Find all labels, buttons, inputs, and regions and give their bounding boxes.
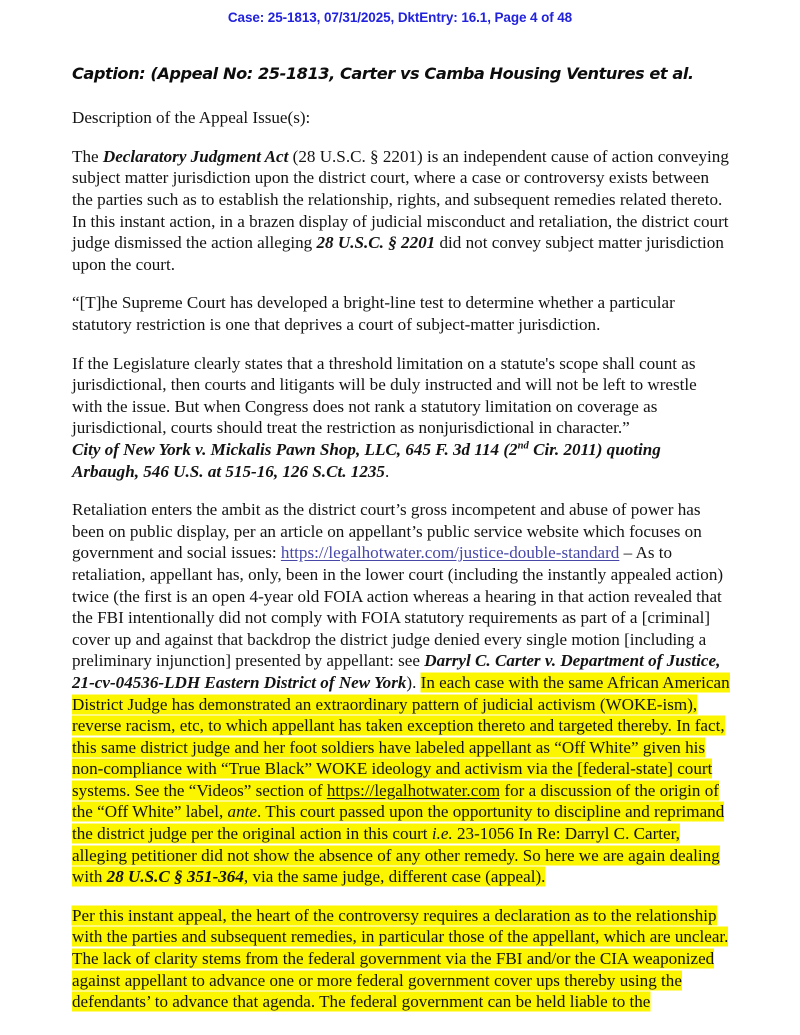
p1-segment-3: did not convey subject matter jurisdiction upon the court. bbox=[72, 233, 724, 274]
p5-highlighted-text: Per this instant appeal, the heart of the controversy requires a declaration as to the relationship with the parties and subsequent remedies, in particular those of the appellant, which are unclear. The lack of clarity stems from the federal government via the FBI and/or the CIA weaponized against appellant to advance one or more federal government cover ups thereby using the defendants’ to advance that agenda. The federal government can be held liable to the bbox=[72, 905, 729, 1012]
link-legalhotwater-home[interactable]: https://legalhotwater.com bbox=[326, 780, 501, 800]
caption-heading: Caption: (Appeal No: 25-1813, Carter vs Camba Housing Ventures et al. bbox=[72, 64, 694, 83]
p3-citation-pre: City of New York v. Mickalis Pawn Shop, LLC, 645 F. 3d 114 (2 bbox=[72, 439, 518, 459]
paragraph-instant-appeal bbox=[72, 905, 730, 1013]
p2-text: “[T]he Supreme Court has developed a bright-line test to determine whether a particular statutory restriction is one that deprives a court of subject-matter jurisdiction. bbox=[72, 293, 675, 334]
p3-citation-ordinal-superscript: nd bbox=[517, 440, 529, 452]
p3-citation-period: . bbox=[384, 461, 390, 481]
link-justice-double-standard[interactable]: https://legalhotwater.com/justice-double-standard bbox=[280, 543, 620, 563]
p3-body-text: If the Legislature clearly states that a threshold limitation on a statute's scope shall count as jurisdictional, then courts and litigants will be duly instructed and will not be left to wrestle with the issue. But when Congress does not rank a statutory limitation on coverage as jurisdictional, courts should treat the restriction as nonjurisdictional in character.” bbox=[72, 353, 697, 438]
document-body bbox=[72, 64, 730, 1013]
section-label-text: Description of the Appeal Issue(s): bbox=[72, 108, 311, 128]
p4-highlight-statute-citation: 28 U.S.C § 351-364 bbox=[106, 867, 244, 887]
p4-segment-3: ). bbox=[406, 672, 421, 692]
p4-segment-2: – As to retaliation, appellant has, only, been in the lower court (including the instantly appealed action) twice (the first is an open 4-year old FOIA action whereas a hearing in that action revealed that the FBI intentionally did not comply with FOIA statutory requirements as part of a [criminal] cover up and against that backdrop the district judge denied every single motion [including a preliminary injunction] presented by appellant: see bbox=[72, 543, 724, 671]
p1-act-name: Declaratory Judgment Act bbox=[102, 146, 289, 166]
paragraph-declaratory-judgment-act bbox=[72, 146, 730, 276]
p4-highlight-segment-1: In each case with the same African American District Judge has demonstrated an extraordinary pattern of judicial activism (WOKE-ism), reverse racism, etc, to which appellant has taken exception thereto and targeted thereby. In fact, this same district judge and her foot soldiers have labeled appellant as “Off White” given his non-compliance with “True Black” WOKE ideology and activism via the [federal-state] court systems. See the “Videos” section of bbox=[72, 672, 730, 800]
p4-highlight-ante: ante bbox=[227, 802, 257, 822]
p3-case-citation bbox=[72, 440, 661, 481]
p3-citation-mid: Cir. 2011) quoting Arbaugh, 546 U.S. at 515-16, 126 S.Ct. 1235 bbox=[72, 439, 661, 481]
p4-segment-1: Retaliation enters the ambit as the district court’s gross incompetent and abuse of power has been on public display, per an article on appellant’s public service website which focuses on government and social issues: bbox=[72, 500, 702, 563]
p4-highlight-segment-3: . This court passed upon the opportunity to discipline and reprimand the district judge per the original action in this court bbox=[72, 802, 725, 844]
p1-segment-2: (28 U.S.C. § 2201) is an independent cause of action conveying subject matter jurisdiction upon the district court, where a case or controversy exists between the parties such as to establish the relationship, rights, and subsequent remedies related thereto. In this instant action, in a brazen display of judicial misconduct and retaliation, the district court judge dismissed the action alleging bbox=[72, 146, 729, 253]
p4-case-citation: Darryl C. Carter v. Department of Justice, 21-cv-04536-LDH Eastern District of New York bbox=[72, 651, 721, 692]
p4-highlight-ie: i.e. bbox=[431, 824, 453, 844]
p4-highlight-segment-4: 23-1056 In Re: Darryl C. Carter, alleging petitioner did not show the absence of any other remedy. So here we are again dealing with bbox=[72, 824, 720, 887]
paragraph-legislature-quote-and-citation bbox=[72, 353, 730, 483]
p1-segment-1: The bbox=[72, 146, 103, 166]
section-label-description bbox=[72, 107, 730, 129]
p4-highlight-segment-2: for a discussion of the origin of the “Off White” label, bbox=[72, 780, 719, 822]
paragraph-supreme-court-quote bbox=[72, 292, 730, 335]
court-filing-header-stamp: Case: 25-1813, 07/31/2025, DktEntry: 16.1, Page 4 of 48 bbox=[227, 10, 573, 25]
p4-highlight-segment-5: , via the same judge, different case (appeal). bbox=[243, 867, 546, 887]
p1-statute-citation: 28 U.S.C. § 2201 bbox=[316, 233, 436, 253]
paragraph-retaliation bbox=[72, 499, 730, 888]
